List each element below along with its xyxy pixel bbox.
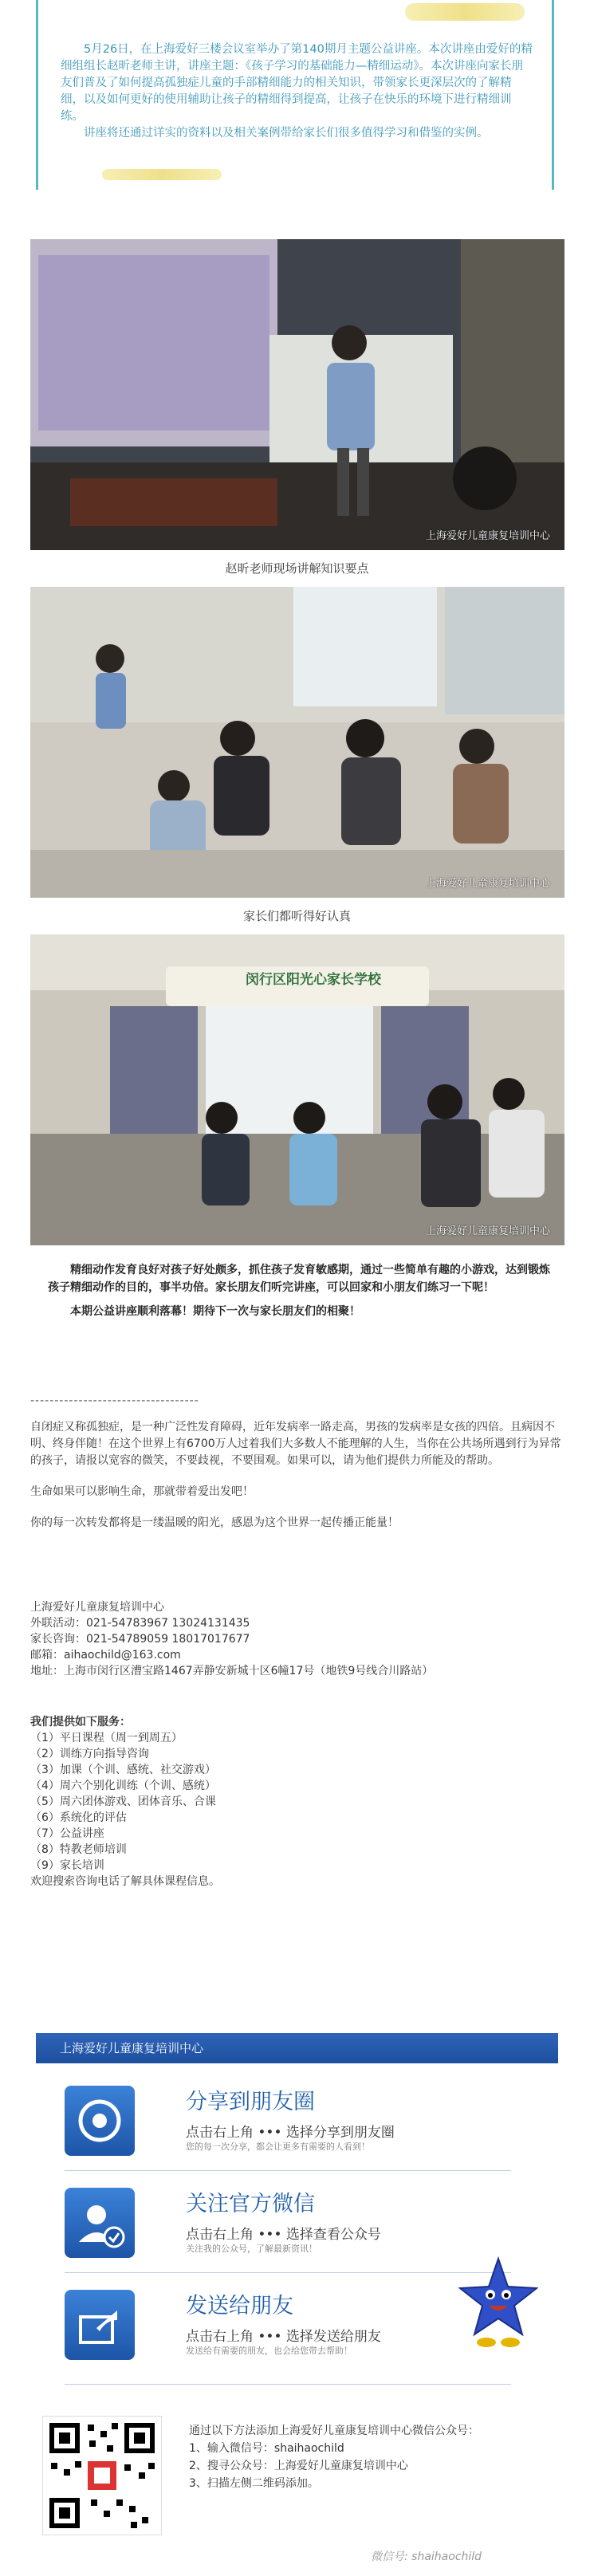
footer-divider xyxy=(65,2384,511,2385)
intro-paragraph: 5月26日，在上海爱好三楼会议室举办了第140期月主题公益讲座。本次讲座由爱好的精细组组长赵昕老师主讲，讲座主题：《孩子学习的基础能力—精细运动》。本次讲座向家长朋友们普及了如何提高孤独症儿童的手部精细能力的相关知识，带领家长更深层次的了解精细，以及如何更好的使用辅助让孩子的精细得到提高，让孩子在快乐的环境下进行精细训练。 xyxy=(61,43,533,123)
photo-banner-text: 闵行区阳光心家长学校 xyxy=(246,972,381,988)
share-arrow-icon xyxy=(65,2290,135,2360)
intro-paragraph: 讲座将还通过详实的资料以及相关案例带给家长们很多值得学习和借鉴的实例。 xyxy=(84,127,489,140)
photo-watermark: 上海爱好儿童康复培训中心 xyxy=(425,1225,550,1237)
send-friend-title: 发送给朋友 xyxy=(186,2294,293,2318)
dashed-divider: ----------------------------------- xyxy=(30,1394,199,1407)
share-moments-title: 分享到朋友圈 xyxy=(186,2090,315,2114)
photo-watermark: 上海爱好儿童康复培训中心 xyxy=(425,878,550,890)
photo-caption: 家长们都听得好认真 xyxy=(242,909,351,923)
service-item: （2）训练方向指导咨询 xyxy=(30,1748,149,1760)
footer-divider xyxy=(65,2272,511,2273)
footer-divider xyxy=(65,2170,511,2171)
qr-step: 2、搜寻公众号：上海爱好儿童康复培训中心 xyxy=(189,2460,408,2472)
send-friend-row[interactable] xyxy=(36,2275,558,2368)
lecture-photo xyxy=(30,239,564,550)
summary-section xyxy=(48,1261,550,1320)
intro-box xyxy=(36,0,554,190)
qr-intro: 通过以下方法添加上海爱好儿童康复培训中心微信公众号： xyxy=(189,2425,479,2437)
contact-line: 外联活动：021-54783967 13024131435 xyxy=(30,1617,250,1630)
contact-line: 地址：上海市闵行区漕宝路1467弄静安新城十区6幢17号（地铁9号线合川路站） xyxy=(30,1665,434,1677)
service-item: （9）家长培训 xyxy=(30,1859,104,1872)
org-name: 上海爱好儿童康复培训中心 xyxy=(30,1601,164,1614)
mascot-star-icon xyxy=(458,2255,538,2350)
qr-step: 3、扫描左侧二维码添加。 xyxy=(189,2477,319,2490)
contact-section xyxy=(30,1599,572,1679)
contact-line: 邮箱：aihaochild@163.com xyxy=(30,1649,181,1662)
user-check-icon xyxy=(65,2188,135,2258)
share-moments-instruction: 点击右上角 ••• 选择分享到朋友圈 xyxy=(186,2125,395,2141)
classroom-photo xyxy=(30,934,564,1245)
decorative-leaf-banner xyxy=(102,169,222,180)
services-section xyxy=(30,1714,572,1890)
about-section xyxy=(30,1419,566,1532)
camera-shutter-icon xyxy=(65,2086,135,2156)
photo-caption: 赵昕老师现场讲解知识要点 xyxy=(225,561,369,576)
follow-account-instruction: 点击右上角 ••• 选择查看公众号 xyxy=(186,2227,381,2243)
service-item: （6）系统化的评估 xyxy=(30,1811,127,1824)
send-friend-instruction: 点击右上角 ••• 选择发送给朋友 xyxy=(186,2329,381,2345)
service-item: （5）周六团体游戏、团体音乐、合课 xyxy=(30,1795,216,1808)
share-moments-row[interactable] xyxy=(36,2071,558,2164)
qr-instructions xyxy=(189,2422,532,2492)
contact-line: 家长咨询：021-54789059 18017017677 xyxy=(30,1633,250,1646)
audience-photo-illustration xyxy=(30,587,564,898)
share-footer xyxy=(36,2033,558,2576)
wechat-id-watermark: 微信号: shaihaochild xyxy=(371,2550,482,2563)
photo-watermark: 上海爱好儿童康复培训中心 xyxy=(425,530,550,542)
follow-account-note: 关注我的公众号，了解最新资讯！ xyxy=(186,2244,317,2254)
services-closing: 欢迎搜索咨询电话了解具体课程信息。 xyxy=(30,1875,220,1888)
about-share-note: 你的每一次转发都将是一缕温暖的阳光，感恩为这个世界一起传播正能量！ xyxy=(30,1516,399,1529)
decorative-leaf-banner xyxy=(405,3,525,21)
footer-header: 上海爱好儿童康复培训中心 xyxy=(36,2033,558,2063)
service-item: （7）公益讲座 xyxy=(30,1827,104,1840)
about-motto: 生命如果可以影响生命，那就带着爱出发吧！ xyxy=(30,1485,254,1498)
service-item: （1）平日课程（周一到周五） xyxy=(30,1732,183,1744)
follow-account-title: 关注官方微信 xyxy=(186,2192,315,2216)
share-moments-note: 您的每一次分享，都会让更多有需要的人看到！ xyxy=(186,2141,370,2152)
summary-closing: 本期公益讲座顺利落幕！期待下一次与家长朋友们的相聚！ xyxy=(70,1305,360,1318)
lecture-photo-illustration xyxy=(30,239,564,550)
send-friend-note: 发送给有需要的朋友，也会给您带去帮助！ xyxy=(186,2346,352,2356)
audience-photo xyxy=(30,587,564,898)
service-item: （8）特教老师培训 xyxy=(30,1843,127,1856)
qr-step: 1、输入微信号：shaihaochild xyxy=(189,2442,344,2455)
about-paragraph: 自闭症又称孤独症，是一种广泛性发育障碍，近年发病率一路走高，男孩的发病率是女孩的四倍。且病因不明、终身伴随！在这个世界上有6700万人过着我们大多数人不能理解的人生，当你在公共场所遇到行为异常的孩子，请报以宽容的微笑，不要歧视，不要围观。如果可以，请为他们提供力所能及的帮助。 xyxy=(30,1421,561,1467)
summary-paragraph: 精细动作发育良好对孩子好处颇多，抓住孩子发育敏感期，通过一些简单有趣的小游戏，达到锻炼孩子精细动作的目的，事半功倍。家长朋友们听完讲座，可以回家和小朋友们练习一下呢！ xyxy=(48,1264,550,1294)
qr-code xyxy=(42,2416,162,2535)
services-title: 我们提供如下服务： xyxy=(30,1716,131,1728)
service-item: （3）加课（个训、感统、社交游戏） xyxy=(30,1764,216,1776)
service-item: （4）周六个别化训练（个训、感统） xyxy=(30,1780,216,1792)
follow-account-row[interactable] xyxy=(36,2173,558,2266)
